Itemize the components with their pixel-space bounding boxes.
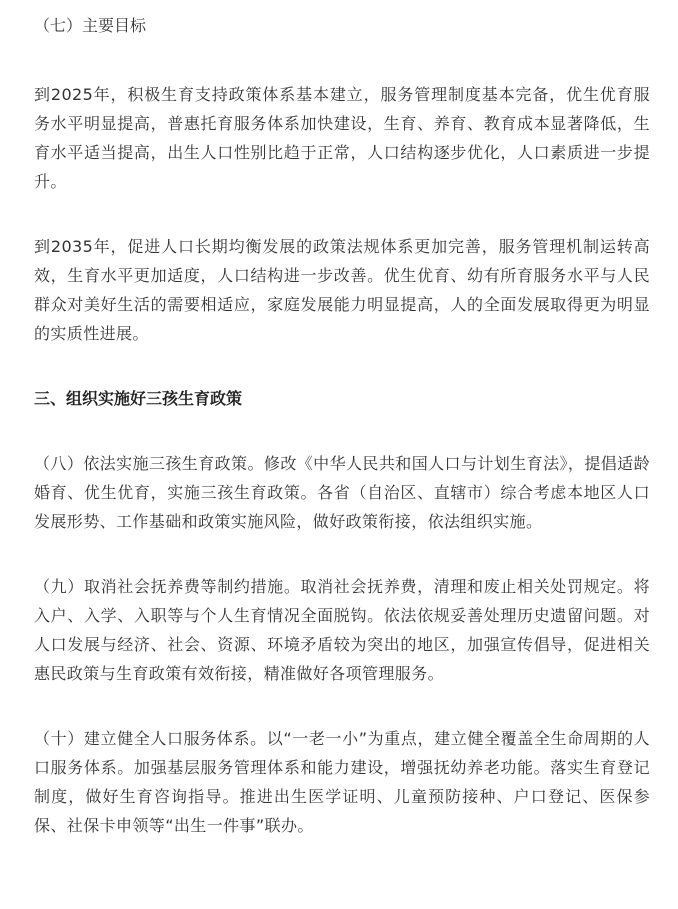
paragraph-goal-2035: 到2035年，促进人口长期均衡发展的政策法规体系更加完善，服务管理机制运转高效，生育水平更加适度，人口结构进一步改善。优生优育、幼有所育服务水平与人民群众对美好生活的需要相适应，家庭发展能力明显提高，人的全面发展取得更为明显的实质性进展。 bbox=[34, 237, 650, 343]
paragraph-item-10: （十）建立健全人口服务体系。以“一老一小”为重点，建立健全覆盖全生命周期的人口服务体系。加强基层服务管理体系和能力建设，增强抚幼养老功能。落实生育登记制度，做好生育咨询指导。推进出生医学证明、儿童预防接种、户口登记、医保参保、社保卡申领等“出生一件事”联办。 bbox=[34, 729, 650, 835]
paragraph-item-8: （八）依法实施三孩生育政策。修改《中华人民共和国人口与计划生育法》，提倡适龄婚育、优生优育，实施三孩生育政策。各省（自治区、直辖市）综合考虑本地区人口发展形势、工作基础和政策实施风险，做好政策衔接，依法组织实施。 bbox=[34, 454, 650, 531]
section-title-three-child-policy: 三、组织实施好三孩生育政策 bbox=[34, 389, 243, 408]
paragraph-goal-2025: 到2025年，积极生育支持政策体系基本建立，服务管理制度基本完备，优生优育服务水平明显提高，普惠托育服务体系加快建设，生育、养育、教育成本显著降低，生育水平适当提高，出生人口性别比趋于正常，人口结构逐步优化，人口素质进一步提升。 bbox=[34, 85, 650, 191]
paragraph-item-9: （九）取消社会抚养费等制约措施。取消社会抚养费，清理和废止相关处罚规定。将入户、入学、入职等与个人生育情况全面脱钩。依法依规妥善处理历史遗留问题。对人口发展与经济、社会、资源、环境矛盾较为突出的地区，加强宣传倡导，促进相关惠民政策与生育政策有效衔接，精准做好各项管理服务。 bbox=[34, 577, 650, 683]
subheading-main-goals: （七）主要目标 bbox=[34, 16, 147, 35]
